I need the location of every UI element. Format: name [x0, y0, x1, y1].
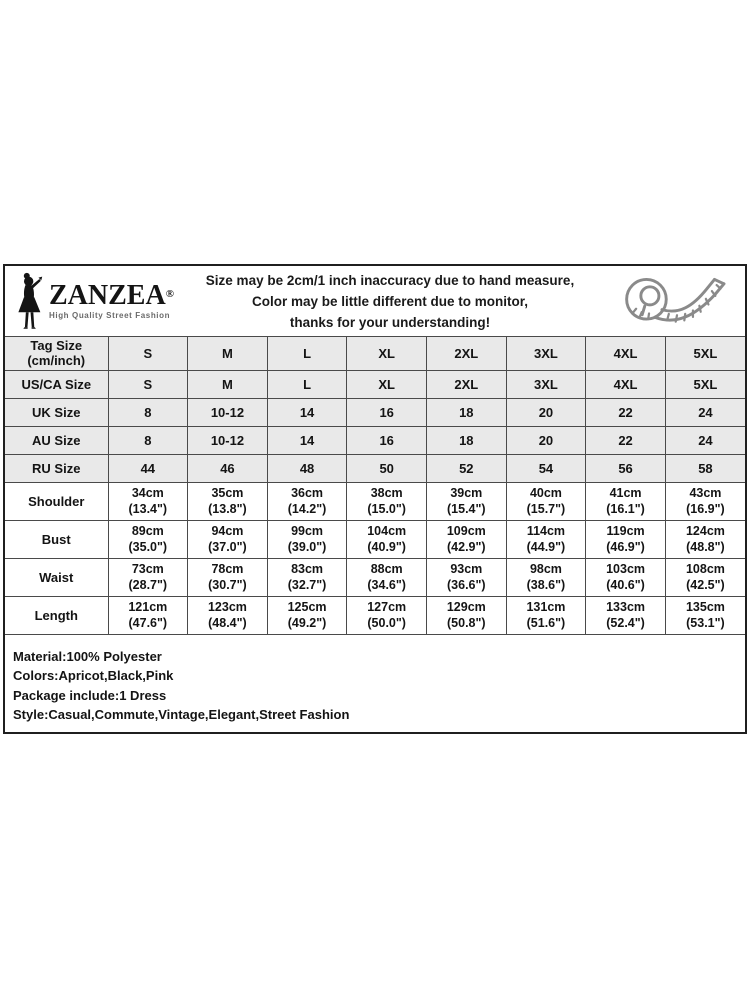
- size-value-cell: 22: [586, 398, 666, 426]
- row-label-length: Length: [5, 596, 108, 634]
- size-value-cell: L: [267, 370, 347, 398]
- note-colors: Colors:Apricot,Black,Pink: [13, 668, 174, 683]
- measure-value-cell: [586, 558, 666, 596]
- measure-value-cell: [267, 482, 347, 520]
- measuring-tape-icon: [610, 270, 738, 332]
- measure-value-cell: [347, 596, 427, 634]
- size-value-cell: 18: [427, 426, 507, 454]
- cm-value: 123cm: [207, 600, 247, 614]
- cm-value: 124cm: [685, 524, 725, 538]
- measure-row-waist: [5, 558, 745, 596]
- disclaimer-line: Color may be little different due to monitor,: [251, 293, 529, 309]
- size-value-cell: 22: [586, 426, 666, 454]
- size-value-cell: 44: [108, 454, 188, 482]
- measure-value-cell: [427, 482, 507, 520]
- row-label-tag-size: [5, 337, 108, 370]
- inch-value: (44.9"): [526, 540, 566, 554]
- disclaimer-line: thanks for your understanding!: [289, 314, 491, 330]
- size-value-cell: 52: [427, 454, 507, 482]
- measure-value-cell: [665, 558, 745, 596]
- measure-value-cell: [188, 482, 268, 520]
- cm-value: 73cm: [131, 562, 164, 576]
- inch-value: (15.4"): [447, 502, 486, 516]
- cm-value: 103cm: [606, 562, 646, 576]
- size-value-cell: 3XL: [506, 337, 586, 370]
- size-value-cell: M: [188, 337, 268, 370]
- row-label-ru-size: [5, 454, 108, 482]
- size-value-cell: 3XL: [506, 370, 586, 398]
- size-value-cell: 24: [665, 398, 745, 426]
- note-package: Package include:1 Dress: [13, 687, 167, 703]
- row-label-bust: Bust: [5, 520, 108, 558]
- size-value-cell: 5XL: [665, 370, 745, 398]
- size-row-uk-size: [5, 398, 745, 426]
- inch-value: (38.6"): [526, 578, 566, 592]
- size-value-cell: 5XL: [665, 337, 745, 370]
- cm-value: 129cm: [446, 600, 486, 614]
- size-row-tag-size: [5, 337, 745, 370]
- inch-value: (40.6"): [606, 578, 645, 592]
- measure-value-cell: [427, 520, 507, 558]
- measure-value-cell: [427, 596, 507, 634]
- measure-value-cell: [506, 596, 586, 634]
- row-label-line: UK Size: [32, 404, 81, 420]
- size-table-body: [5, 337, 745, 634]
- cm-value: 98cm: [529, 562, 562, 576]
- size-value-cell: 14: [267, 426, 347, 454]
- size-value-cell: 16: [347, 426, 427, 454]
- size-value-cell: 2XL: [427, 370, 507, 398]
- size-value-cell: 20: [506, 426, 586, 454]
- brand-logo: [5, 272, 183, 330]
- size-value-cell: 48: [267, 454, 347, 482]
- inch-value: (16.1"): [606, 502, 645, 516]
- cm-value: 108cm: [685, 562, 725, 576]
- row-label-line: RU Size: [32, 460, 81, 476]
- inch-value: (39.0"): [287, 540, 327, 554]
- row-label-waist: Waist: [5, 558, 108, 596]
- measure-value-cell: [108, 558, 188, 596]
- size-value-cell: 8: [108, 398, 188, 426]
- measure-row-length: [5, 596, 745, 634]
- inch-value: (48.4"): [208, 616, 247, 630]
- inch-value: (50.0"): [367, 616, 406, 630]
- size-value-cell: S: [108, 337, 188, 370]
- inch-value: (15.0"): [367, 502, 406, 516]
- inch-value: (30.7"): [208, 578, 247, 592]
- inch-value: (36.6"): [447, 578, 486, 592]
- cm-value: 35cm: [211, 486, 244, 500]
- size-value-cell: XL: [347, 370, 427, 398]
- measure-value-cell: [506, 558, 586, 596]
- measure-value-cell: [267, 596, 347, 634]
- cm-value: 131cm: [526, 600, 566, 614]
- inch-value: (40.9"): [367, 540, 406, 554]
- cm-value: 39cm: [450, 486, 483, 500]
- measure-value-cell: [188, 558, 268, 596]
- inch-value: (32.7"): [287, 578, 327, 592]
- size-row-ru-size: [5, 454, 745, 482]
- measure-value-cell: [267, 558, 347, 596]
- size-value-cell: 4XL: [586, 370, 666, 398]
- cm-value: 83cm: [291, 562, 324, 576]
- inch-value: (13.4"): [128, 502, 168, 516]
- cm-value: 41cm: [609, 486, 642, 500]
- measure-value-cell: [586, 596, 666, 634]
- measure-value-cell: [506, 520, 586, 558]
- cm-value: 89cm: [131, 524, 164, 538]
- measure-value-cell: [347, 520, 427, 558]
- measure-value-cell: [267, 520, 347, 558]
- measure-value-cell: [427, 558, 507, 596]
- inch-value: (28.7"): [128, 578, 168, 592]
- inch-value: (53.1"): [686, 616, 725, 630]
- cm-value: 104cm: [367, 524, 407, 538]
- size-chart-panel: [3, 264, 747, 734]
- note-material: Material:100% Polyester: [13, 648, 162, 664]
- measure-value-cell: [665, 520, 745, 558]
- cm-value: 78cm: [211, 562, 244, 576]
- measure-value-cell: [586, 482, 666, 520]
- inch-value: (37.0"): [208, 540, 247, 554]
- row-label-line: US/CA Size: [21, 376, 92, 392]
- row-label-line: Tag Size: [30, 338, 83, 354]
- cm-value: 109cm: [446, 524, 486, 538]
- row-label-us-ca-size: [5, 370, 108, 398]
- size-value-cell: 16: [347, 398, 427, 426]
- size-row-us-ca-size: [5, 370, 745, 398]
- inch-value: (35.0"): [128, 540, 168, 554]
- size-value-cell: 10-12: [188, 426, 268, 454]
- measure-value-cell: [108, 596, 188, 634]
- size-value-cell: 46: [188, 454, 268, 482]
- size-value-cell: 2XL: [427, 337, 507, 370]
- inch-value: (13.8"): [208, 502, 247, 516]
- brand-name: ZANZEA®: [49, 280, 174, 311]
- size-value-cell: 54: [506, 454, 586, 482]
- inch-value: (52.4"): [606, 616, 645, 630]
- cm-value: 43cm: [689, 486, 722, 500]
- disclaimer-line: Size may be 2cm/1 inch inaccuracy due to hand measure,: [205, 272, 575, 288]
- measure-value-cell: [665, 482, 745, 520]
- inch-value: (51.6"): [526, 616, 566, 630]
- row-label-au-size: [5, 426, 108, 454]
- measure-value-cell: [506, 482, 586, 520]
- registered-mark: ®: [165, 288, 174, 300]
- inch-value: (42.5"): [686, 578, 725, 592]
- cm-value: 114cm: [526, 524, 566, 538]
- inch-value: (46.9"): [606, 540, 645, 554]
- inch-value: (34.6"): [367, 578, 406, 592]
- size-value-cell: 8: [108, 426, 188, 454]
- size-value-cell: L: [267, 337, 347, 370]
- cm-value: 93cm: [450, 562, 483, 576]
- measure-value-cell: [108, 482, 188, 520]
- row-label-shoulder: Shoulder: [5, 482, 108, 520]
- measure-row-bust: [5, 520, 745, 558]
- disclaimer-text: [183, 270, 603, 333]
- note-style: Style:Casual,Commute,Vintage,Elegant,Street Fashion: [13, 707, 350, 722]
- inch-value: (48.8"): [686, 540, 725, 554]
- cm-value: 36cm: [291, 486, 324, 500]
- size-value-cell: 24: [665, 426, 745, 454]
- inch-value: (15.7"): [526, 502, 566, 516]
- cm-value: 119cm: [606, 524, 645, 538]
- size-value-cell: 20: [506, 398, 586, 426]
- cm-value: 125cm: [287, 600, 327, 614]
- inch-value: (50.8"): [447, 616, 486, 630]
- product-notes: [5, 635, 745, 725]
- cm-value: 121cm: [128, 600, 168, 614]
- woman-silhouette-icon: [15, 272, 47, 330]
- tape-icon-wrap: [603, 270, 745, 332]
- cm-value: 135cm: [685, 600, 725, 614]
- size-value-cell: 58: [665, 454, 745, 482]
- size-value-cell: 14: [267, 398, 347, 426]
- inch-value: (49.2"): [287, 616, 327, 630]
- measure-row-shoulder: [5, 482, 745, 520]
- measure-value-cell: [665, 596, 745, 634]
- size-value-cell: 18: [427, 398, 507, 426]
- measure-value-cell: [188, 520, 268, 558]
- row-label-line: (cm/inch): [27, 353, 86, 369]
- size-value-cell: 10-12: [188, 398, 268, 426]
- measure-value-cell: [347, 558, 427, 596]
- header-band: [5, 266, 745, 337]
- size-value-cell: 50: [347, 454, 427, 482]
- size-value-cell: 4XL: [586, 337, 666, 370]
- size-value-cell: XL: [347, 337, 427, 370]
- measure-value-cell: [586, 520, 666, 558]
- size-value-cell: S: [108, 370, 188, 398]
- size-row-au-size: [5, 426, 745, 454]
- cm-value: 133cm: [606, 600, 646, 614]
- cm-value: 127cm: [367, 600, 407, 614]
- row-label-line: AU Size: [32, 432, 81, 448]
- cm-value: 99cm: [291, 524, 324, 538]
- cm-value: 88cm: [370, 562, 403, 576]
- size-value-cell: M: [188, 370, 268, 398]
- cm-value: 94cm: [211, 524, 244, 538]
- measure-value-cell: [188, 596, 268, 634]
- row-label-uk-size: [5, 398, 108, 426]
- size-table: [5, 337, 745, 635]
- inch-value: (16.9"): [686, 502, 725, 516]
- brand-tagline: High Quality Street Fashion: [49, 311, 171, 320]
- cm-value: 34cm: [131, 486, 164, 500]
- inch-value: (42.9"): [447, 540, 486, 554]
- cm-value: 40cm: [529, 486, 562, 500]
- inch-value: (47.6"): [128, 616, 168, 630]
- measure-value-cell: [347, 482, 427, 520]
- inch-value: (14.2"): [287, 502, 327, 516]
- size-value-cell: 56: [586, 454, 666, 482]
- measure-value-cell: [108, 520, 188, 558]
- brand-logo-text: [49, 282, 174, 320]
- cm-value: 38cm: [370, 486, 403, 500]
